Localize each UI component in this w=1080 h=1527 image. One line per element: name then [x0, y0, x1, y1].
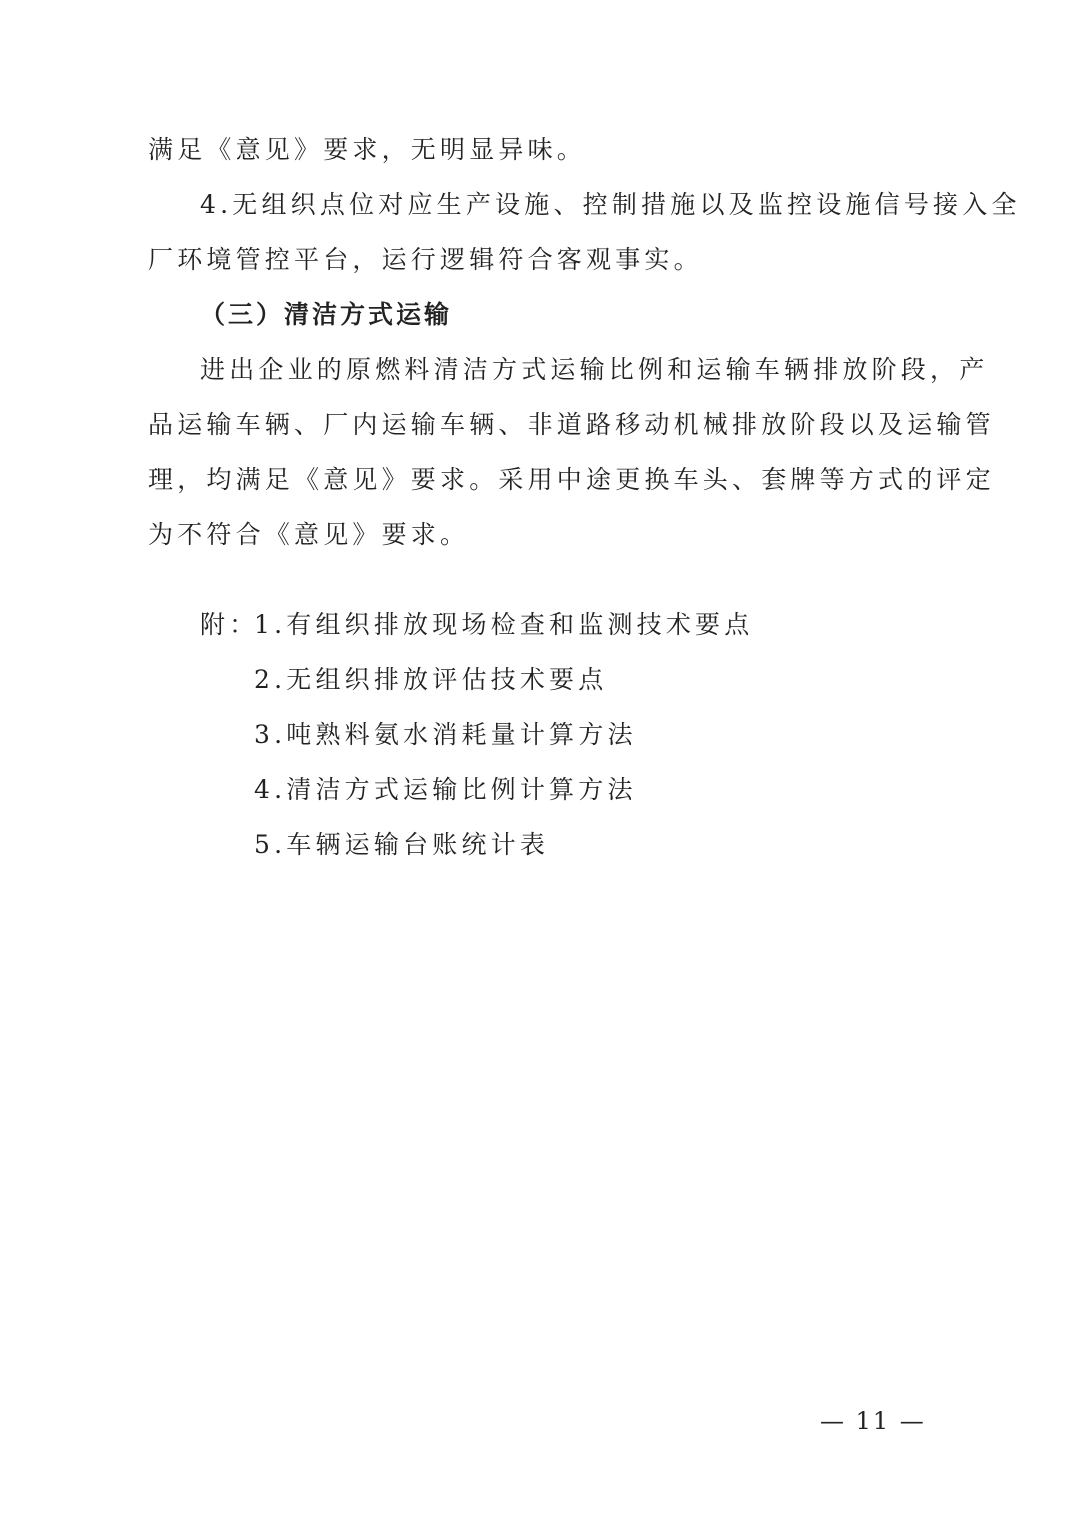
annex-item: 2.无组织排放评估技术要点 [254, 665, 608, 694]
paragraph-line: 品运输车辆、厂内运输车辆、非道路移动机械排放阶段以及运输管 [148, 410, 995, 439]
annex-item: 1.有组织排放现场检查和监测技术要点 [254, 610, 754, 639]
paragraph-line: 满足《意见》要求，无明显异味。 [148, 135, 587, 164]
section-heading: （三）清洁方式运输 [200, 300, 453, 329]
paragraph-line: 为不符合《意见》要求。 [148, 520, 470, 549]
page-number: — 11 — [820, 1407, 926, 1435]
paragraph-line: 4.无组织点位对应生产设施、控制措施以及监控设施信号接入全 [200, 190, 1021, 219]
paragraph-line: 进出企业的原燃料清洁方式运输比例和运输车辆排放阶段，产 [200, 355, 989, 384]
annex-item: 3.吨熟料氨水消耗量计算方法 [254, 720, 637, 749]
paragraph-line: 厂环境管控平台，运行逻辑符合客观事实。 [148, 245, 703, 274]
annex-label: 附： [200, 610, 259, 639]
annex-item: 5.车辆运输台账统计表 [254, 830, 550, 859]
paragraph-line: 理，均满足《意见》要求。采用中途更换车头、套牌等方式的评定 [148, 465, 995, 494]
annex-item: 4.清洁方式运输比例计算方法 [254, 775, 637, 804]
